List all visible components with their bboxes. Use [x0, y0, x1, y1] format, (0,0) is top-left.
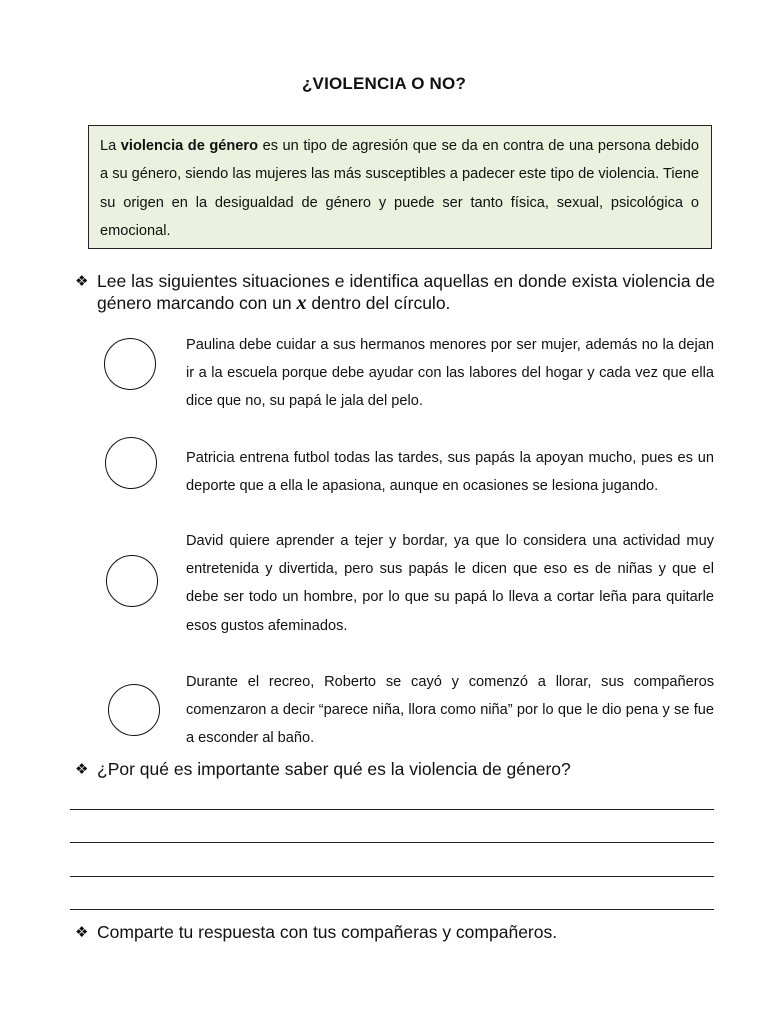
answer-circle-2[interactable]: [105, 437, 157, 489]
answer-line-1[interactable]: [70, 809, 714, 810]
situation-text-4: Durante el recreo, Roberto se cayó y comenzó a llorar, sus compañeros comenzaron a decir “parece niña, llora como niña” por lo que le dio pena y se fue a esconder al baño.: [186, 674, 714, 747]
definition-term: violencia de género: [120, 138, 259, 154]
answer-line-4[interactable]: [70, 909, 714, 910]
instruction-text-end: dentro del círculo.: [306, 293, 451, 313]
situation-text-2: Patricia entrena futbol todas las tardes, sus papás la apoyan mucho, pues es un deporte que a ella le apasiona, aunque en ocasiones se lesiona jugando.: [186, 450, 714, 495]
worksheet-title: ¿VIOLENCIA O NO?: [301, 74, 467, 93]
closing-text: Comparte tu respuesta con tus compañeras y compañeros.: [97, 922, 558, 942]
answer-circle-1[interactable]: [104, 338, 156, 390]
definition-body: es un tipo de agresión que se da en contra de una persona debido a su género, siendo las mujeres las más susceptibles a padecer este tipo de violencia. Tiene su origen en la desigualdad de género y puede ser tanto física, sexual, psicológica o emocional.: [100, 138, 699, 240]
diamond-bullet-icon: ❖: [75, 273, 89, 290]
answer-line-2[interactable]: [70, 842, 714, 843]
instruction-text: [97, 270, 715, 314]
situation-text-3: David quiere aprender a tejer y bordar, ya que lo considera una actividad muy entretenida y divertida, pero sus papás le dicen que eso es de niñas y que el debe ser todo un hombre, por lo que su papá lo lleva a cortar leña para quitarle esos gustos afeminados.: [186, 533, 714, 634]
answer-circle-4[interactable]: [108, 684, 160, 736]
diamond-bullet-icon: ❖: [75, 761, 89, 778]
instruction-text-start: Lee las siguientes situaciones e identifica aquellas en donde exista violencia de género marcando con un: [97, 271, 715, 313]
instruction-item: [75, 270, 715, 314]
closing-item: [75, 921, 715, 943]
answer-line-3[interactable]: [70, 876, 714, 877]
question-text: ¿Por qué es importante saber qué es la violencia de género?: [97, 759, 571, 779]
definition-box: [88, 125, 712, 249]
situation-text-1: Paulina debe cuidar a sus hermanos menores por ser mujer, además no la dejan ir a la escuela porque debe ayudar con las labores del hogar y cada vez que ella dice que no, su papá le jala del pelo.: [186, 337, 714, 410]
answer-circle-3[interactable]: [106, 555, 158, 607]
x-mark-example: x: [296, 292, 307, 314]
question-item: [75, 758, 715, 780]
diamond-bullet-icon: ❖: [75, 924, 89, 941]
definition-prefix: La: [100, 138, 121, 154]
